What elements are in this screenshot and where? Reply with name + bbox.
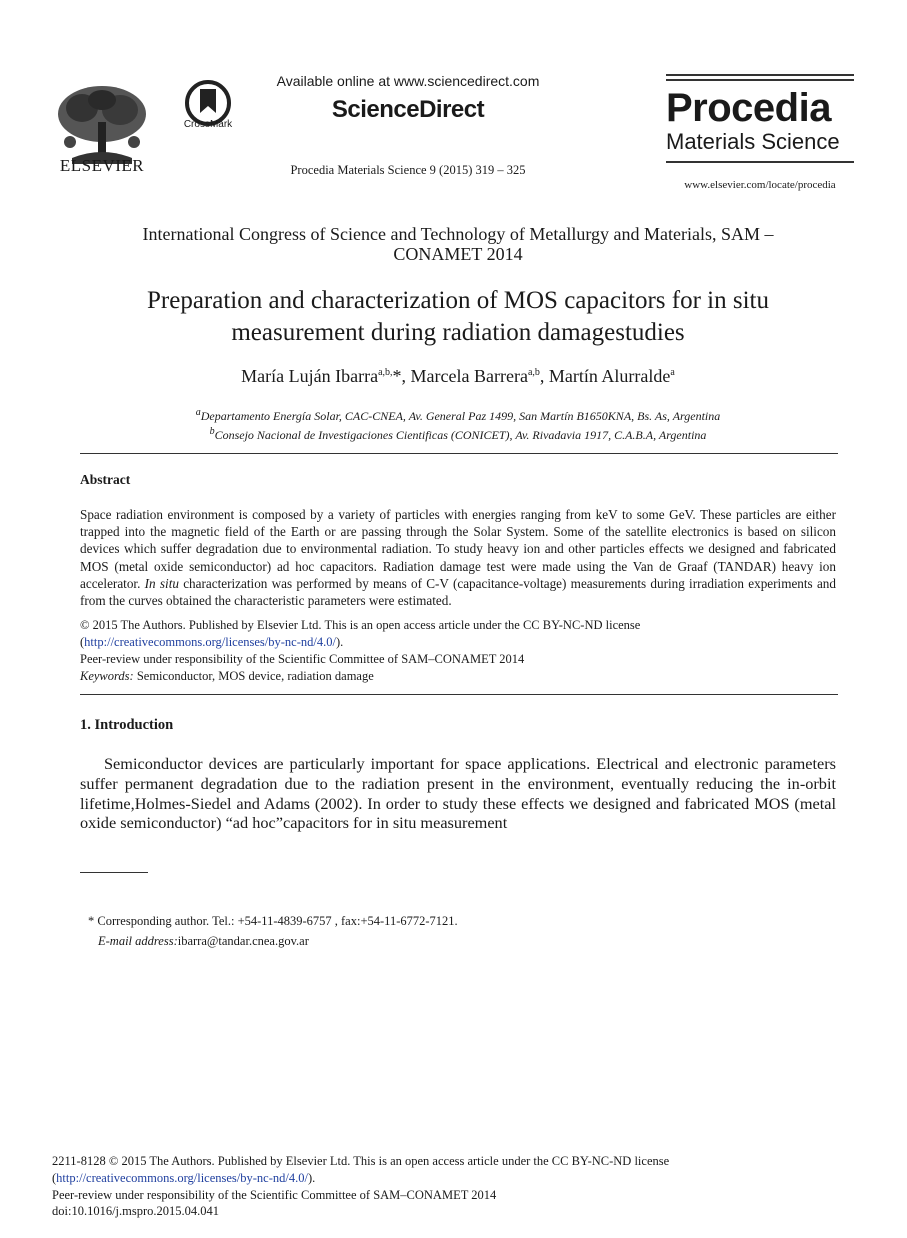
affil-text: Departamento Energía Solar, CAC-CNEA, Av. General Paz 1499, San Martín B1650KNA, Bs. As, Argentina [200,409,721,423]
abstract-heading: Abstract [80,472,131,487]
footer-license-line: (http://creativecommons.org/licenses/by-nc-nd/4.0/). [52,1171,316,1185]
procedia-title: Procedia [666,86,831,130]
corresponding-mark: * [392,366,402,386]
congress-line: International Congress of Science and Technology of Metallurgy and Materials, SAM – [142,224,774,244]
elsevier-wordmark: ELSEVIER [59,156,145,175]
footer-doi[interactable]: doi:10.1016/j.mspro.2015.04.041 [52,1204,220,1218]
affiliation [80,424,836,443]
affil-mark: b [209,426,215,437]
sciencedirect-wordmark: ScienceDirect [331,96,485,123]
keywords-label: Keywords: [80,669,134,683]
abstract-text-part: Space radiation environment is composed by a variety of particles with energies ranging from keV to some GeV. These particles are either trapped into the magnetic field of the Earth or are passing through the Solar System. Some of the satellite electronics is based on silicon devices which suffer degradation due to environmental radiation. To study heavy ion and other particles effects we designed and fabricated MOS (metal oxide semiconductor) ad hoc capacitors. Radiation damage test were made using the Van de Graaf (TANDAR) heavy ion accelerator. [80,507,836,591]
affiliation [80,405,836,424]
author-name: Martín Alurralde [548,366,671,386]
author-name: Marcela Barrera [410,366,528,386]
keywords-line [80,668,836,685]
congress-name [80,224,836,264]
section-rule [80,694,838,695]
procedia-subtitle: Materials Science [666,129,840,154]
introduction-text: Semiconductor devices are particularly important for space applications. Electrical and electronic parameters suffer permanent degradation due to the radiation present in the environment, eventually reducing the in-orbit lifetime,Holmes-Siedel and Adams (2002). In order to study these effects we designed and fabricated MOS (metal oxide semiconductor) “ad hoc”capacitors for in situ measurement [80,754,836,833]
footer-license-link[interactable]: http://creativecommons.org/licenses/by-nc-nd/4.0/ [56,1171,308,1185]
peer-review-line: Peer-review under responsibility of the Scientific Committee of SAM–CONAMET 2014 [80,652,525,666]
author-list [80,366,836,387]
corresponding-author-note: * Corresponding author. Tel.: +54-11-4839-6757 , fax:+54-11-6772-7121. [88,914,458,928]
email-address[interactable]: ibarra@tandar.cnea.gov.ar [177,934,309,948]
procedia-url[interactable]: www.elsevier.com/locate/procedia [684,179,836,191]
author-name: María Luján Ibarra [241,366,379,386]
email-note [98,934,309,949]
available-online-line: Available online at www.sciencedirect.com [276,73,540,89]
masthead-rule [666,74,854,76]
license-link[interactable]: http://creativecommons.org/licenses/by-nc-nd/4.0/ [84,634,336,649]
crossmark-label: CrossMark [183,119,233,130]
author-affil-mark: a,b, [378,367,393,378]
procedia-masthead [666,74,854,166]
copyright-line: © 2015 The Authors. Published by Elsevier Ltd. This is an open access article under the CC BY-NC-ND license [80,618,641,632]
section-rule [80,453,838,454]
article-title [80,285,836,349]
footer-peer-review: Peer-review under responsibility of the Scientific Committee of SAM–CONAMET 2014 [52,1188,497,1202]
abstract-text-part: characterization was performed by means of C-V (capacitance-voltage) measurements during irradiation experiments and from the curves obtained the characteristic parameters were estimated. [80,575,836,609]
email-label: E-mail address: [98,934,178,948]
masthead-rule [666,161,854,163]
affiliations [80,405,836,443]
affil-text: Consejo Nacional de Investigaciones Cientificas (CONICET), Av. Rivadavia 1917, C.A.B.A, Argentina [214,428,707,442]
congress-line: CONAMET 2014 [393,244,523,264]
title-line: measurement during radiation damagestudies [231,319,685,346]
copyright-notice [80,617,836,650]
footnote-rule [80,872,148,873]
author-separator: , [539,366,549,386]
author-separator: , [401,366,411,386]
abstract-italic: In situ [144,575,179,591]
author-affil-mark: a,b [527,367,540,378]
title-line: Preparation and characterization of MOS capacitors for in situ [147,287,769,314]
journal-reference: Procedia Materials Science 9 (2015) 319 – 325 [290,163,526,177]
introduction-heading: 1. Introduction [80,717,174,733]
author-affil-mark: a [670,367,675,378]
affil-mark: a [195,407,201,418]
abstract-text [80,506,836,609]
masthead-rule [666,79,854,81]
keywords-value: Semiconductor, MOS device, radiation damage [133,669,374,683]
license-line: (http://creativecommons.org/licenses/by-nc-nd/4.0/). [80,634,344,649]
footer-issn-line: 2211-8128 © 2015 The Authors. Published by Elsevier Ltd. This is an open access article under the CC BY-NC-ND license [52,1154,670,1168]
